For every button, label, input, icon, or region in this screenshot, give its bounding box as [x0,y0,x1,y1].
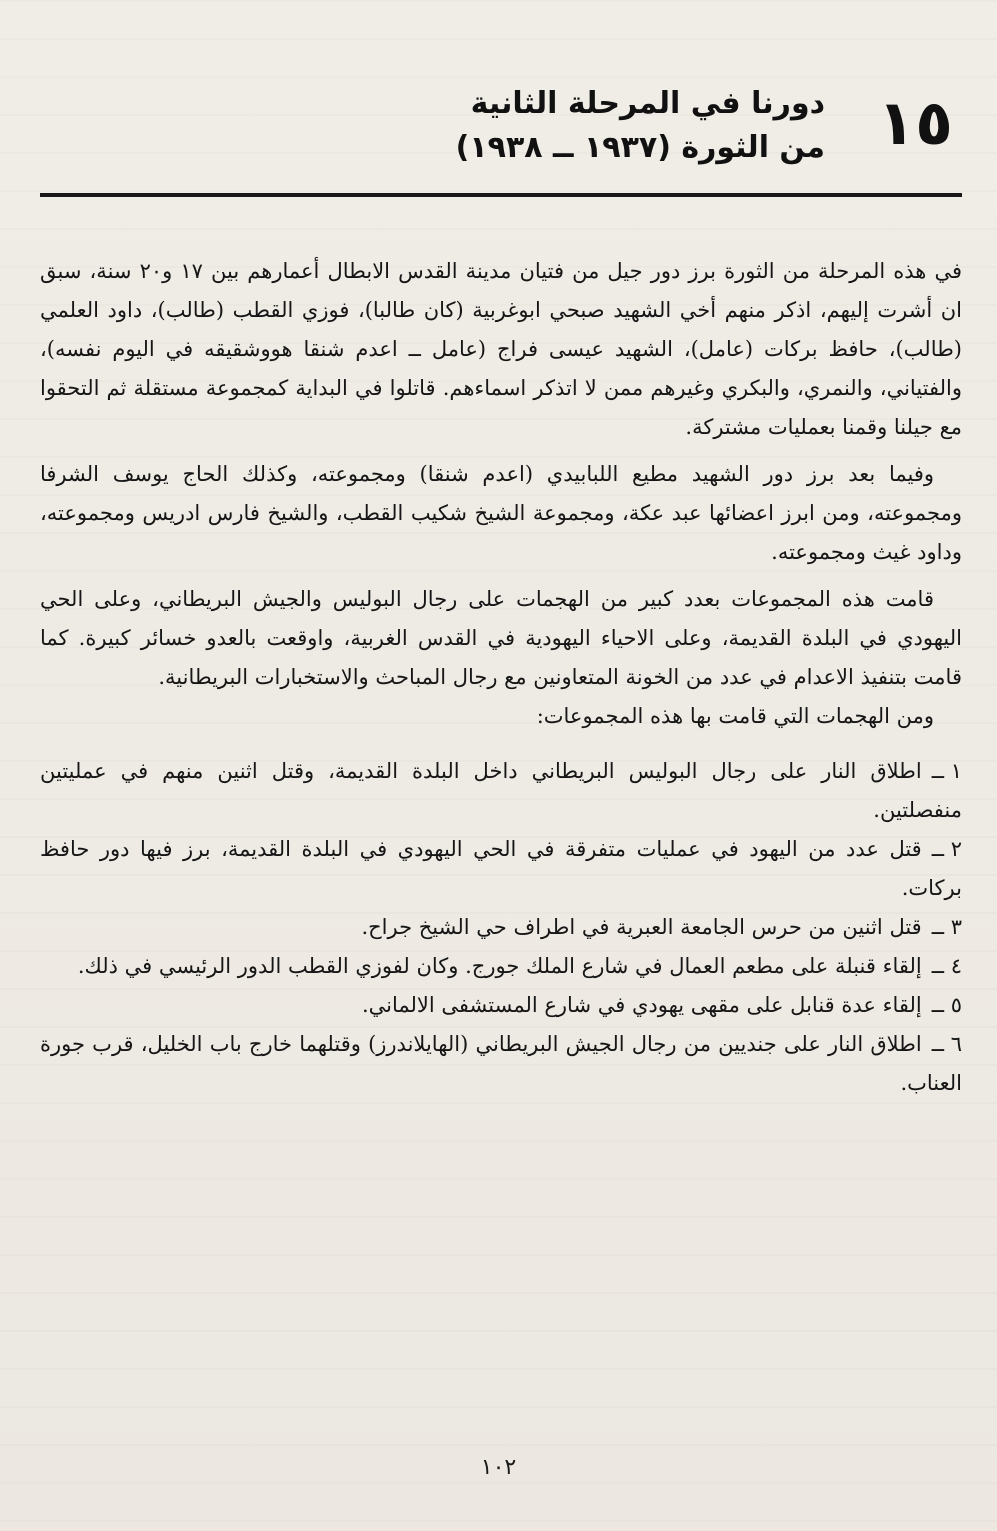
list-item-text: اطلاق النار على رجال البوليس البريطاني داخل البلدة القديمة، وقتل اثنين منهم في عمليتين منفصلتين. [40,759,962,822]
attacks-list [40,752,962,1103]
list-item [40,947,962,986]
list-item-number: ٦ ــ [931,1032,962,1056]
list-item-number: ٢ ــ [931,837,962,861]
chapter-number: ١٥ [877,86,953,159]
list-item-number: ٤ ــ [931,954,962,978]
list-item [40,752,962,830]
chapter-title-line-1: دورنا في المرحلة الثانية [470,86,825,121]
list-item [40,830,962,908]
paragraph-2: وفيما بعد برز دور الشهيد مطيع اللبابيدي (اعدم شنقا) ومجموعته، وكذلك الحاج يوسف الشرفا ومجموعته، ومن ابرز اعضائها عبد عكة، ومجموعة الشيخ شكيب القطب، والشيخ فارس ادريس ومجموعته، وداود غيث ومجموعته. [40,462,962,564]
list-item-number: ٥ ــ [931,993,962,1017]
paragraph-1: في هذه المرحلة من الثورة برز دور جيل من فتيان مدينة القدس الابطال أعمارهم بين ١٧ و٢٠ سنة، سبق ان أشرت إليهم، اذكر منهم أخي الشهيد صبحي ابوغربية (كان طالبا)، فوزي القطب (طالب)، داود العلمي (طالب)، حافظ بركات (عامل)، الشهيد عيسى فراج (عامل ــ اعدم شنقا هووشقيقه في اليوم نفسه)، والفتياني، والنمري، والبكري وغيرهم ممن لا اتذكر اسماءهم. قاتلوا في البداية كمجموعة مستقلة ثم التحقوا مع جيلنا وقمنا بعمليات مشتركة. [40,259,962,439]
page-number: ١٠٢ [480,1455,517,1480]
paragraph-4: ومن الهجمات التي قامت بها هذه المجموعات: [536,704,934,728]
paragraph-3: قامت هذه المجموعات بعدد كبير من الهجمات على رجال البوليس والجيش البريطاني، وعلى الحي اليهودي في البلدة القديمة، وعلى الاحياء اليهودية في القدس الغربية، واوقعت بالعدو خسائر كبيرة. كما قامت بتنفيذ الاعدام في عدد من الخونة المتعاونين مع رجال المباحث والاستخبارات البريطانية. [40,587,962,689]
list-item-number: ٣ ــ [931,915,962,939]
list-item-text: قتل عدد من اليهود في عمليات متفرقة في الحي اليهودي في البلدة القديمة، برز فيها دور حافظ بركات. [40,837,962,900]
chapter-body [40,252,962,1103]
title-divider [40,193,962,197]
chapter-title-line-2: من الثورة (١٩٣٧ ــ ١٩٣٨) [455,130,825,165]
list-item [40,1025,962,1103]
list-item-number: ١ ــ [931,759,962,783]
list-item-text: إلقاء قنبلة على مطعم العمال في شارع الملك جورج. وكان لفوزي القطب الدور الرئيسي في ذلك. [77,954,922,978]
chapter-titles [456,82,825,170]
list-item-text: اطلاق النار على جنديين من رجال الجيش البريطاني (الهايلاندرز) وقتلهما خارج باب الخليل، قرب جورة العناب. [40,1032,962,1095]
list-item [40,986,962,1025]
list-item [40,908,962,947]
chapter-header [40,82,957,182]
list-item-text: إلقاء عدة قنابل على مقهى يهودي في شارع المستشفى الالماني. [361,993,922,1017]
list-item-text: قتل اثنين من حرس الجامعة العبرية في اطراف حي الشيخ جراح. [361,915,922,939]
